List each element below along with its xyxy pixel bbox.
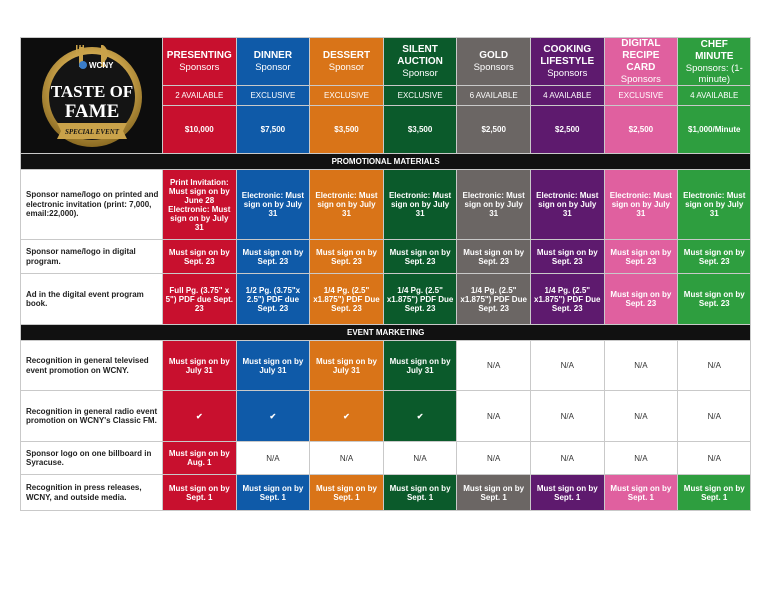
benefit-cell: Must sign on by Sept. 1 [310, 475, 384, 511]
benefit-cell: Must sign on by July 31 [163, 341, 237, 391]
benefit-cell: Print Invitation: Must sign on by June 28 Electronic: Must sign on by July 31 [163, 170, 237, 240]
sponsorship-table [20, 37, 751, 511]
table-row [21, 341, 751, 391]
na-cell: N/A [530, 341, 604, 391]
sponsor-name: DESSERT [322, 50, 371, 61]
sponsor-header-7 [678, 38, 751, 86]
wcny-brand-text: WCNY [89, 60, 114, 70]
feature-label: Sponsor name/logo on printed and electronic invitation (print: 7,000, email:22,000). [21, 170, 163, 240]
sponsor-header-0 [163, 38, 237, 86]
table-row [21, 240, 751, 274]
taste-of-fame-logo [21, 41, 163, 151]
event-logo [21, 38, 163, 154]
na-cell: N/A [604, 442, 678, 475]
benefit-cell: 1/4 Pg. (2.5" x1.875") PDF Due Sept. 23 [383, 274, 457, 325]
logo-ribbon-text: SPECIAL EVENT [64, 127, 120, 136]
sponsor-subtitle: Sponsors [179, 62, 220, 73]
checkmark-icon: ✔ [236, 391, 310, 442]
benefit-cell: Must sign on by Sept. 1 [604, 475, 678, 511]
na-cell: N/A [457, 391, 531, 442]
availability-cell: 4 AVAILABLE [678, 86, 751, 106]
benefit-cell: Must sign on by Sept. 1 [383, 475, 457, 511]
sponsor-name: SILENT AUCTION [397, 44, 443, 67]
na-cell: N/A [383, 442, 457, 475]
benefit-cell: Electronic: Must sign on by July 31 [678, 170, 751, 240]
feature-label: Ad in the digital event program book. [21, 274, 163, 325]
sponsor-name: DINNER [253, 50, 293, 61]
sponsor-header-2 [310, 38, 384, 86]
checkmark-icon: ✔ [163, 391, 237, 442]
benefit-cell: Electronic: Must sign on by July 31 [604, 170, 678, 240]
benefit-cell: Must sign on by Sept. 23 [163, 240, 237, 274]
availability-cell: EXCLUSIVE [383, 86, 457, 106]
sponsor-header-3 [383, 38, 457, 86]
table-row [21, 442, 751, 475]
logo-line-1: TASTE OF [50, 81, 134, 101]
na-cell: N/A [236, 442, 310, 475]
benefit-cell: Electronic: Must sign on by July 31 [310, 170, 384, 240]
benefit-cell: Must sign on by Sept. 23 [530, 240, 604, 274]
benefit-cell: Must sign on by Sept. 1 [236, 475, 310, 511]
benefit-cell: Must sign on by July 31 [383, 341, 457, 391]
benefit-cell: Must sign on by Sept. 23 [678, 274, 751, 325]
benefit-cell: Must sign on by July 31 [236, 341, 310, 391]
na-cell: N/A [530, 391, 604, 442]
table-row [21, 475, 751, 511]
benefit-cell: 1/4 Pg. (2.5" x1.875") PDF Due Sept. 23 [310, 274, 384, 325]
availability-cell: EXCLUSIVE [310, 86, 384, 106]
sponsor-name: PRESENTING [166, 50, 232, 61]
sponsor-header-1 [236, 38, 310, 86]
benefit-cell: Must sign on by Aug. 1 [163, 442, 237, 475]
benefit-cell: Must sign on by Sept. 23 [604, 274, 678, 325]
sponsor-name: CHEF MINUTE [695, 38, 734, 62]
section-header-row [21, 325, 751, 341]
price-cell: $7,500 [236, 106, 310, 154]
benefit-cell: Electronic: Must sign on by July 31 [236, 170, 310, 240]
na-cell: N/A [310, 442, 384, 475]
section-title: PROMOTIONAL MATERIALS [21, 154, 751, 170]
table-body [21, 38, 751, 511]
benefit-cell: 1/4 Pg. (2.5" x1.875") PDF Due Sept. 23 [530, 274, 604, 325]
sponsor-subtitle: Sponsors [473, 62, 514, 73]
sponsor-subtitle: Sponsor [402, 68, 438, 79]
sponsor-name: DIGITAL RECIPE CARD [621, 38, 661, 73]
price-cell: $2,500 [604, 106, 678, 154]
benefit-cell: Must sign on by Sept. 1 [678, 475, 751, 511]
availability-cell: 2 AVAILABLE [163, 86, 237, 106]
benefit-cell: Must sign on by Sept. 23 [236, 240, 310, 274]
na-cell: N/A [604, 341, 678, 391]
sponsor-name: GOLD [479, 50, 509, 61]
price-cell: $2,500 [457, 106, 531, 154]
benefit-cell: Must sign on by Sept. 23 [604, 240, 678, 274]
benefit-cell: Must sign on by Sept. 1 [163, 475, 237, 511]
na-cell: N/A [678, 442, 751, 475]
benefit-cell: Must sign on by Sept. 1 [457, 475, 531, 511]
table-row [21, 170, 751, 240]
availability-cell: EXCLUSIVE [604, 86, 678, 106]
sponsor-header-4 [457, 38, 531, 86]
wcny-badge [79, 61, 114, 70]
benefit-cell: Electronic: Must sign on by July 31 [530, 170, 604, 240]
table-row [21, 391, 751, 442]
na-cell: N/A [530, 442, 604, 475]
feature-label: Sponsor logo on one billboard in Syracuse. [21, 442, 163, 475]
price-cell: $10,000 [163, 106, 237, 154]
sponsor-subtitle: Sponsors [547, 68, 588, 79]
checkmark-icon: ✔ [310, 391, 384, 442]
price-cell: $3,500 [383, 106, 457, 154]
logo-line-2: FAME [64, 100, 120, 122]
sponsor-subtitle: Sponsor [255, 62, 291, 73]
price-cell: $3,500 [310, 106, 384, 154]
sponsor-name: COOKING LIFESTYLE [540, 44, 595, 67]
section-title: EVENT MARKETING [21, 325, 751, 341]
sponsor-header-row [21, 38, 751, 86]
benefit-cell: 1/4 Pg. (2.5" x1.875") PDF Due Sept. 23 [457, 274, 531, 325]
checkmark-icon: ✔ [383, 391, 457, 442]
na-cell: N/A [678, 391, 751, 442]
availability-cell: EXCLUSIVE [236, 86, 310, 106]
price-cell: $2,500 [530, 106, 604, 154]
table-row [21, 274, 751, 325]
na-cell: N/A [457, 341, 531, 391]
availability-cell: 6 AVAILABLE [457, 86, 531, 106]
sponsor-header-5 [530, 38, 604, 86]
availability-cell: 4 AVAILABLE [530, 86, 604, 106]
benefit-cell: Must sign on by Sept. 23 [383, 240, 457, 274]
benefit-cell: Must sign on by July 31 [310, 341, 384, 391]
sponsor-subtitle: Sponsor [328, 62, 365, 73]
sponsor-subtitle: Sponsors [620, 74, 661, 85]
benefit-cell: 1/2 Pg. (3.75"x 2.5") PDF due Sept. 23 [236, 274, 310, 325]
benefit-cell: Electronic: Must sign on by July 31 [383, 170, 457, 240]
sponsor-header-6 [604, 38, 678, 86]
na-cell: N/A [678, 341, 751, 391]
na-cell: N/A [457, 442, 531, 475]
feature-label: Recognition in general televised event promotion on WCNY. [21, 341, 163, 391]
sponsor-subtitle: Sponsors: (1-minute) [685, 62, 743, 85]
benefit-cell: Electronic: Must sign on by July 31 [457, 170, 531, 240]
benefit-cell: Must sign on by Sept. 23 [678, 240, 751, 274]
benefit-cell: Must sign on by Sept. 1 [530, 475, 604, 511]
price-cell: $1,000/Minute [678, 106, 751, 154]
benefit-cell: Must sign on by Sept. 23 [457, 240, 531, 274]
benefit-cell: Must sign on by Sept. 23 [310, 240, 384, 274]
benefit-cell: Full Pg. (3.75" x 5") PDF due Sept. 23 [163, 274, 237, 325]
feature-label: Recognition in press releases, WCNY, and outside media. [21, 475, 163, 511]
na-cell: N/A [604, 391, 678, 442]
feature-label: Recognition in general radio event promotion on WCNY's Classic FM. [21, 391, 163, 442]
feature-label: Sponsor name/logo in digital program. [21, 240, 163, 274]
section-header-row [21, 154, 751, 170]
